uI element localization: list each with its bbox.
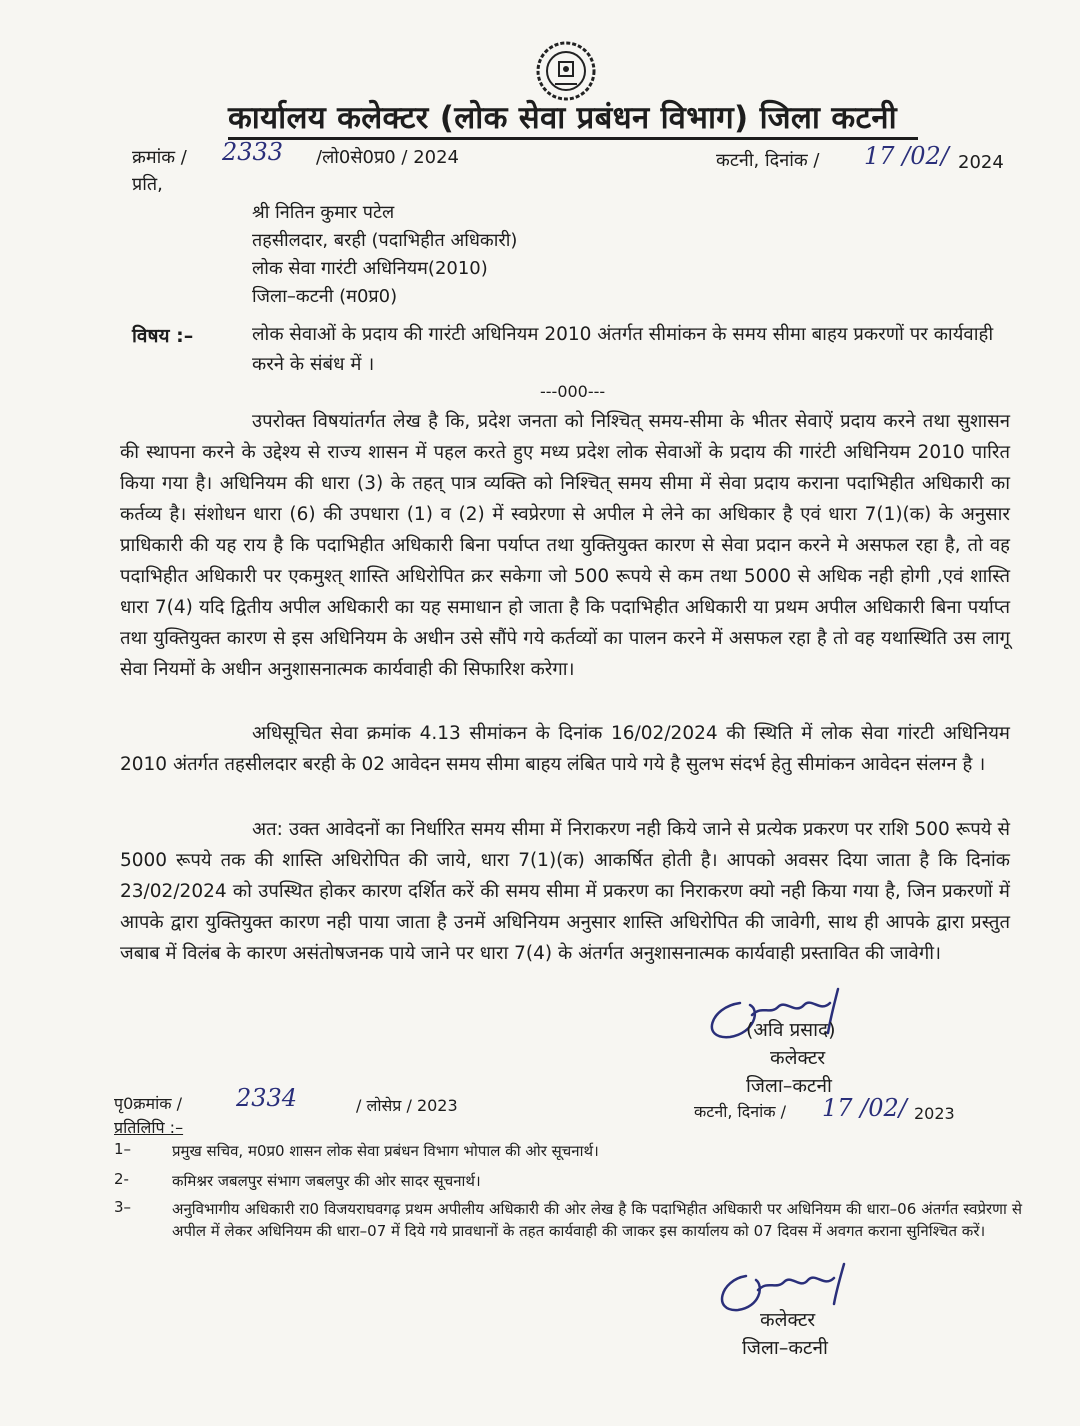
copy-item-number: 3– (114, 1198, 132, 1216)
office-title: कार्यालय कलेक्टर (लोक सेवा प्रबंधन विभाग) जिला कटनी (228, 100, 897, 136)
endorsement-number-suffix: / लोसेप्र / 2023 (356, 1096, 458, 1115)
endorsement-district: जिला–कटनी (742, 1337, 828, 1359)
ref-place-date-label: कटनी, दिनांक / (716, 150, 820, 171)
ref-date-handwritten: 17 /02/ (864, 142, 949, 170)
subject-text: लोक सेवाओं के प्रदाय की गारंटी अधिनियम 2010 अंतर्गत सीमांकन के समय सीमा बाहय प्रकरणों पर कार्यवाही करने के संबंध में । (252, 324, 994, 375)
signatory-name: (अवि प्रसाद) (746, 1019, 836, 1041)
ref-number-handwritten: 2333 (222, 138, 284, 166)
copy-item-number: 2- (114, 1170, 129, 1188)
copy-item-number: 1– (114, 1140, 132, 1158)
subject-label: विषय :– (132, 325, 194, 347)
body-paragraph-1: उपरोक्त विषयांतर्गत लेख है कि, प्रदेश जनता को निश्चित् समय-सीमा के भीतर सेवाऐं प्रदाय करने तथा सुशासन की स्थापना करने के उद्देश्य से राज्य शासन में पहल करते हुए मध्य प्रदेश लोक सेवाओं के प्रदाय की गारंटी अधिनियम 2010 पारित किया गया है। अधिनियम की धारा (3) के तहत् पात्र व्यक्ति को निश्चित् समय सीमा में सेवा प्रदाय कराना पदाभिहीत अधिकारी का कर्तव्य है। संशोधन धारा (6) की उपधारा (1) व (2) में स्वप्रेरणा से अपील मे लेने का अधिकार है एवं धारा 7(1)(क) के अनुसार प्राधिकारी की यह राय है कि पदाभिहीत अधिकारी बिना पर्याप्त तथा युक्तियुक्त कारण से सेवा प्रदान करने मे असफल रहा है, तो वह पदाभिहीत अधिकारी पर एकमुश्त् शास्ति अधिरोपित क्रर सकेगा जो 500 रूपये से कम तथा 5000 से अधिक नही होगी ,एवं शास्ति धारा 7(4) यदि द्वितीय अपील अधिकारी का यह समाधान हो जाता है कि पदाभिहीत अधिकारी या प्रथम अपील अधिकारी बिना पर्याप्त तथा युक्तियुक्त कारण से इस अधिनियम के अधीन उसे सौंपे गये कर्तव्यों का पालन करने में असफल रहा है तो वह यथास्थिति उस लागू सेवा नियमों के अधीन अनुशासनात्मक कार्यवाही की सिफारिश करेगा। (120, 411, 1010, 680)
endorsement-date-handwritten: 17 /02/ (822, 1094, 907, 1122)
endorsement-designation: कलेक्टर (760, 1309, 816, 1331)
endorsement-number-handwritten: 2334 (236, 1084, 298, 1112)
addressee-line: जिला–कटनी (म0प्र0) (252, 286, 398, 307)
endorsement-number-label: पृ0क्रमांक / (114, 1094, 183, 1113)
signatory-district: जिला–कटनी (746, 1075, 832, 1097)
body-paragraph-2: अधिसूचित सेवा क्रमांक 4.13 सीमांकन के दिनांक 16/02/2024 की स्थिति में लोक सेवा गांरटी अधिनियम 2010 अंतर्गत तहसीलदार बरही के 02 आवेदन समय सीमा बाहय लंबित पाये गये है सुलभ संदर्भ हेतु सीमांकन आवेदन संलग्न है । (120, 723, 1010, 775)
ref-year: 2024 (958, 152, 1004, 173)
separator: ---000--- (540, 382, 606, 401)
ref-number-suffix: /लो0से0प्र0 / 2024 (316, 147, 460, 168)
copy-item-text: कमिश्नर जबलपुर संभाग जबलपुर की ओर सादर सूचनार्थ। (172, 1172, 481, 1190)
addressee-line: तहसीलदार, बरही (पदाभिहीत अधिकारी) (252, 230, 518, 251)
seal-emblem-icon (535, 40, 597, 102)
signatory-designation: कलेक्टर (770, 1047, 826, 1069)
title-underline (228, 137, 918, 140)
copy-item-text: प्रमुख सचिव, म0प्र0 शासन लोक सेवा प्रबंधन विभाग भोपाल की ओर सूचनार्थ। (172, 1142, 599, 1160)
copy-item-text: अनुविभागीय अधिकारी रा0 विजयराघवगढ़ प्रथम अपीलीय अधिकारी की ओर लेख है कि पदाभिहीत अधिकारी पर अधिनियम की धारा–06 अंतर्गत स्वप्रेरणा से अपील में लेकर अधिनियम की धारा–07 में दिये गये प्रावधानों के तहत कार्यवाही की जाकर इस कार्यालय को 07 दिवस में अवगत कराना सुनिश्चित करें। (172, 1200, 1022, 1240)
prati-label: प्रति, (132, 174, 163, 195)
endorsement-place-date-label: कटनी, दिनांक / (694, 1102, 786, 1121)
copy-to-label: प्रतिलिपि :– (114, 1118, 184, 1137)
addressee-line: श्री नितिन कुमार पटेल (252, 202, 395, 223)
ref-number-label: क्रमांक / (132, 147, 187, 168)
endorsement-year: 2023 (914, 1104, 955, 1123)
body-paragraph-3: अत: उक्त आवेदनों का निर्धारित समय सीमा में निराकरण नही किये जाने से प्रत्येक प्रकरण पर राशि 500 रूपये से 5000 रूपये तक की शास्ति अधिरोपित की जाये, धारा 7(1)(क) आकर्षित होती है। आपको अवसर दिया जाता है कि दिनांक 23/02/2024 को उपस्थित होकर कारण दर्शित करें की समय सीमा में प्रकरण का निराकरण क्यो नही किया गया है, जिन प्रकरणों में आपके द्वारा युक्तियुक्त कारण नही पाया जाता है उनमें अधिनियम अनुसार शास्ति अधिरोपित की जावेगी, साथ ही आपके द्वारा प्रस्तुत जबाब में विलंब के कारण असंतोषजनक पाये जाने पर धारा 7(4) के अंतर्गत अनुशासनात्मक कार्यवाही प्रस्तावित की जावेगी। (120, 819, 1010, 964)
addressee-line: लोक सेवा गारंटी अधिनियम(2010) (252, 258, 488, 279)
